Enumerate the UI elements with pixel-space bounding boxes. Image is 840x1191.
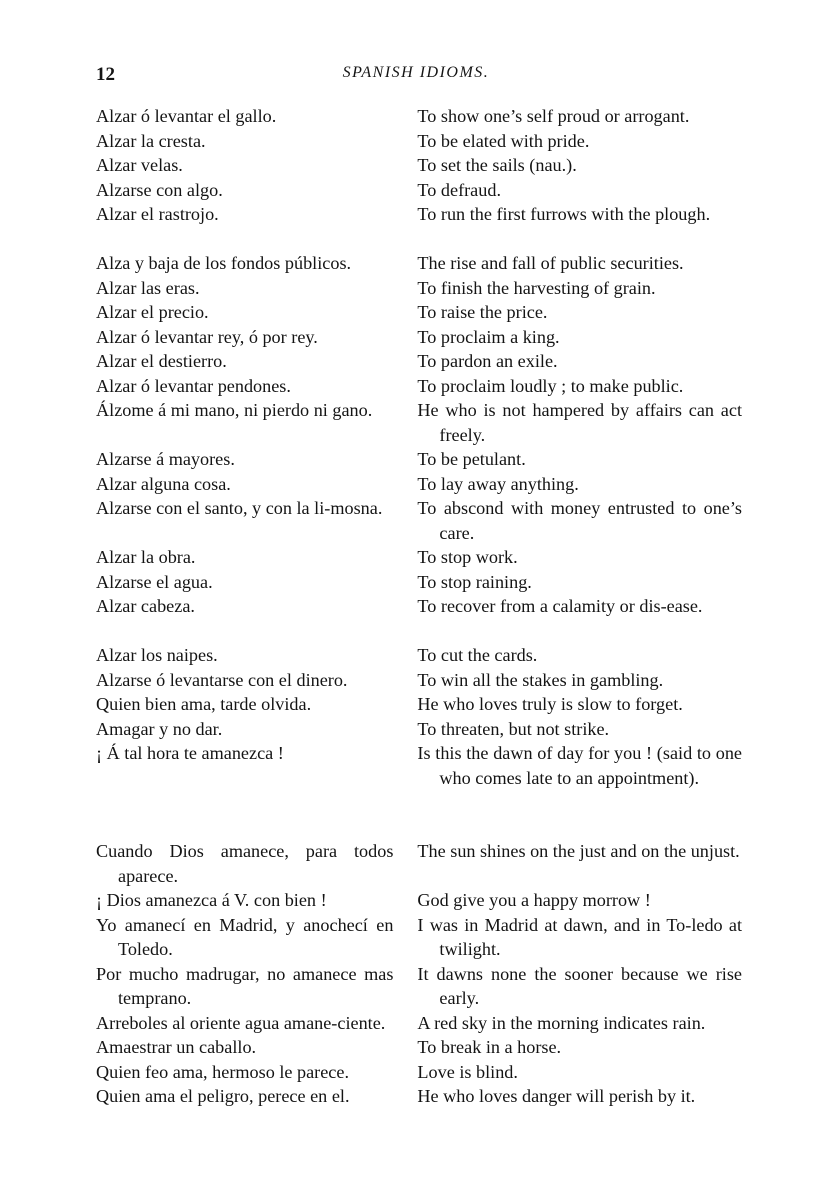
spanish-idiom: Alzar la obra. (96, 547, 196, 567)
spanish-idiom: Alzarse con el santo, y con la li-mosna. (96, 498, 383, 518)
english-translation: To win all the stakes in gambling. (417, 669, 664, 690)
english-translation: To threaten, but not strike. (417, 718, 610, 739)
spanish-idiom: Alzar la cresta. (96, 130, 206, 151)
spanish-idiom: Arreboles al oriente agua amane-ciente. (96, 1012, 386, 1033)
english-translation: Love is blind. (417, 1061, 518, 1082)
idiom-entry (96, 276, 742, 301)
idiom-entry (96, 104, 742, 129)
spanish-idiom: Quien feo ama, hermoso le parece. (96, 1061, 349, 1082)
idiom-entry (96, 153, 742, 178)
english-translation: The sun shines on the just and on the unjust. (417, 841, 740, 861)
idiom-entry (96, 447, 742, 472)
idiom-entry (96, 717, 742, 742)
spanish-idiom: Álzome á mi mano, ni pierdo ni gano. (96, 400, 373, 420)
spanish-idiom: Alzar el destierro. (96, 351, 227, 371)
idiom-entry (96, 888, 742, 913)
spanish-idiom: Alzar el precio. (96, 302, 209, 322)
idiom-entry (96, 545, 742, 570)
english-translation: To lay away anything. (417, 473, 579, 494)
english-translation: To set the sails (nau.). (417, 155, 577, 175)
spanish-idiom: Alzarse el agua. (96, 571, 213, 592)
spanish-idiom: Alza y baja de los fondos públicos. (96, 253, 352, 273)
spanish-idiom: Alzarse con algo. (96, 179, 223, 200)
idiom-list (96, 104, 742, 1109)
idiom-entry (96, 1084, 742, 1109)
idiom-entry (96, 202, 742, 227)
idiom-entry (96, 741, 742, 790)
spanish-idiom: Alzar ó levantar pendones. (96, 375, 291, 396)
idiom-entry (96, 398, 742, 447)
english-translation: God give you a happy morrow ! (417, 890, 651, 910)
spanish-idiom: Alzarse á mayores. (96, 449, 235, 469)
spanish-idiom: ¡ Dios amanezca á V. con bien ! (96, 890, 327, 910)
spanish-idiom: Alzar ó levantar rey, ó por rey. (96, 326, 318, 347)
english-translation: To pardon an exile. (417, 351, 558, 371)
english-translation: He who loves truly is slow to forget. (417, 694, 683, 714)
idiom-entry (96, 1011, 742, 1036)
spanish-idiom: Amaestrar un caballo. (96, 1037, 257, 1057)
spanish-idiom: Yo amanecí en Madrid, y anochecí en Toledo. (96, 914, 394, 959)
english-translation: It dawns none the sooner because we rise early. (417, 963, 742, 1008)
idiom-entry (96, 129, 742, 154)
spanish-idiom: Alzar velas. (96, 155, 183, 175)
english-translation: To be elated with pride. (417, 130, 590, 151)
english-translation: To raise the price. (417, 302, 548, 322)
idiom-entry (96, 300, 742, 325)
spanish-idiom: Alzar cabeza. (96, 596, 195, 616)
english-translation: To proclaim loudly ; to make public. (417, 375, 684, 396)
idiom-entry (96, 178, 742, 203)
spanish-idiom: Alzar alguna cosa. (96, 473, 231, 494)
english-translation: To defraud. (417, 179, 501, 200)
english-translation: To be petulant. (417, 449, 526, 469)
spanish-idiom: Alzar ó levantar el gallo. (96, 106, 277, 126)
spanish-idiom: ¡ Á tal hora te amanezca ! (96, 743, 284, 763)
spanish-idiom: Por mucho madrugar, no amanece mas temprano. (96, 963, 394, 1008)
english-translation: The rise and fall of public securities. (417, 253, 684, 273)
spanish-idiom: Alzar el rastrojo. (96, 204, 219, 224)
idiom-entry (96, 251, 742, 276)
english-translation: To abscond with money entrusted to one’s care. (417, 498, 742, 543)
spanish-idiom: Cuando Dios amanece, para todos aparece. (96, 841, 394, 886)
idiom-entry (96, 643, 742, 668)
idiom-entry (96, 1060, 742, 1085)
english-translation: To cut the cards. (417, 645, 538, 665)
spanish-idiom: Alzar las eras. (96, 277, 200, 298)
idiom-entry (96, 496, 742, 545)
page-header (96, 64, 736, 90)
english-translation: To finish the harvesting of grain. (417, 277, 656, 298)
spanish-idiom: Alzar los naipes. (96, 645, 218, 665)
spanish-idiom: Quien ama el peligro, perece en el. (96, 1086, 350, 1106)
english-translation: I was in Madrid at dawn, and in To-ledo at twilight. (417, 914, 742, 959)
idiom-entry (96, 1035, 742, 1060)
idiom-entry (96, 472, 742, 497)
english-translation: To run the first furrows with the plough. (417, 204, 711, 224)
english-translation: To show one’s self proud or arrogant. (417, 106, 690, 126)
idiom-entry (96, 692, 742, 717)
english-translation: To stop raining. (417, 571, 532, 592)
idiom-entry (96, 570, 742, 595)
english-translation: He who loves danger will perish by it. (417, 1086, 696, 1106)
idiom-entry (96, 668, 742, 693)
page-number: 12 (96, 64, 115, 85)
idiom-entry (96, 325, 742, 350)
english-translation: To proclaim a king. (417, 326, 560, 347)
english-translation: A red sky in the morning indicates rain. (417, 1012, 706, 1033)
english-translation: To break in a horse. (417, 1037, 562, 1057)
idiom-entry (96, 839, 742, 888)
idiom-entry (96, 374, 742, 399)
idiom-entry (96, 962, 742, 1011)
spanish-idiom: Quien bien ama, tarde olvida. (96, 694, 312, 714)
spanish-idiom: Amagar y no dar. (96, 718, 223, 739)
running-title: SPANISH IDIOMS. (342, 64, 490, 81)
english-translation: To stop work. (417, 547, 518, 567)
english-translation: Is this the dawn of day for you ! (said to one who comes late to an appointment). (417, 743, 742, 788)
english-translation: To recover from a calamity or dis-ease. (417, 596, 703, 616)
idiom-entry (96, 594, 742, 619)
english-translation: He who is not hampered by affairs can act freely. (417, 400, 742, 445)
idiom-entry (96, 349, 742, 374)
spanish-idiom: Alzarse ó levantarse con el dinero. (96, 669, 348, 690)
idiom-entry (96, 913, 742, 962)
